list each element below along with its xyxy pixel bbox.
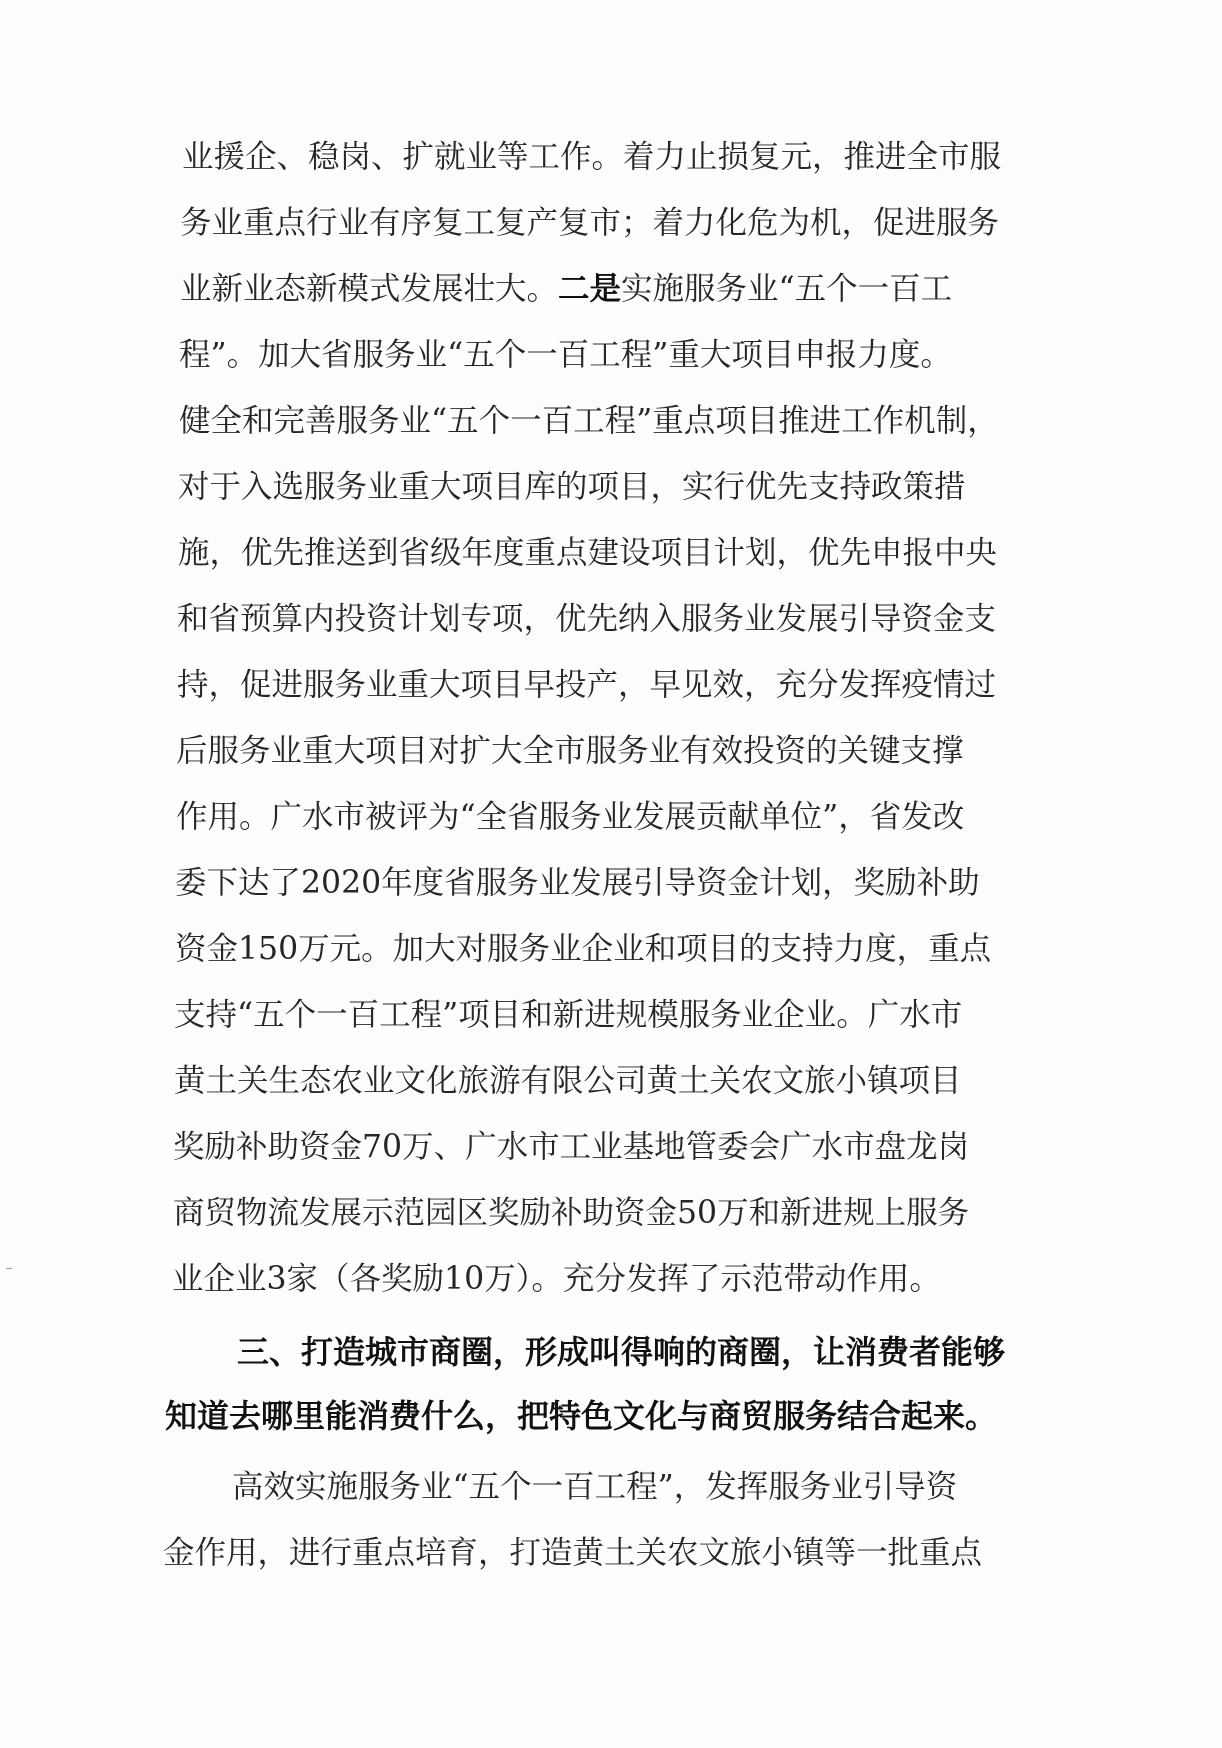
section-heading-line-1: 三、打造城市商圈，形成叫得响的商圈，让消费者能够 <box>237 1333 1006 1371</box>
text-line-20: 金作用，进行重点培育，打造黄土关农文旅小镇等一批重点 <box>163 1535 983 1571</box>
scan-edge-mark <box>6 1268 12 1269</box>
text-line-18: 业企业3家（各奖励10万）。充分发挥了示范带动作用。 <box>172 1261 941 1297</box>
text-line-7: 施，优先推送到省级年度重点建设项目计划，优先申报中央 <box>178 535 998 571</box>
text-line-3 <box>180 271 953 307</box>
text-line-6: 对于入选服务业重大项目库的项目，实行优先支持政策措 <box>178 469 966 505</box>
text-line-11: 作用。广水市被评为“全省服务业发展贡献单位”，省发改 <box>176 799 965 835</box>
text-line-1: 业援企、稳岗、扩就业等工作。着力止损复元，推进全市服 <box>182 139 1002 175</box>
text-line-13: 资金150万元。加大对服务业企业和项目的支持力度，重点 <box>175 931 992 967</box>
text-line-3-part-2: 实施服务业“五个一百工 <box>621 271 953 307</box>
emphasis-ershi: 二是 <box>558 271 622 307</box>
text-line-5: 健全和完善服务业“五个一百工程”重点项目推进工作机制， <box>179 403 999 439</box>
text-line-10: 后服务业重大项目对扩大全市服务业有效投资的关键支撑 <box>176 733 964 769</box>
text-line-19: 高效实施服务业“五个一百工程”，发挥服务业引导资 <box>232 1469 958 1505</box>
text-line-2: 务业重点行业有序复工复产复市；着力化危为机，促进服务 <box>180 205 1000 241</box>
text-line-16: 奖励补助资金70万、广水市工业基地管委会广水市盘龙岗 <box>173 1129 970 1165</box>
text-line-8: 和省预算内投资计划专项，优先纳入服务业发展引导资金支 <box>177 601 997 637</box>
text-line-12: 委下达了2020年度省服务业发展引导资金计划，奖励补助 <box>175 865 980 901</box>
text-line-4: 程”。加大省服务业“五个一百工程”重大项目申报力度。 <box>179 337 952 373</box>
section-heading-line-2: 知道去哪里能消费什么，把特色文化与商贸服务结合起来。 <box>165 1397 998 1435</box>
text-line-15: 黄土关生态农业文化旅游有限公司黄土关农文旅小镇项目 <box>174 1063 962 1099</box>
text-line-3-part-1: 业新业态新模式发展壮大。 <box>180 271 559 307</box>
text-line-9: 持，促进服务业重大项目早投产，早见效，充分发挥疫情过 <box>177 667 997 703</box>
text-line-14: 支持“五个一百工程”项目和新进规模服务业企业。广水市 <box>174 997 963 1033</box>
text-line-17: 商贸物流发展示范园区奖励补助资金50万和新进规上服务 <box>173 1195 970 1231</box>
